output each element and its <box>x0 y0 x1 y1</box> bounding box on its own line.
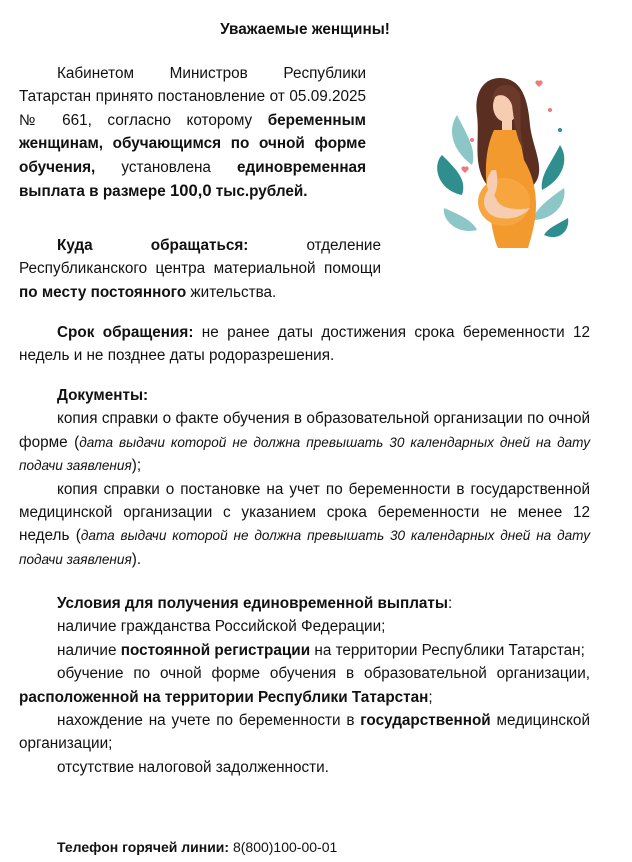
intro-text-2: установлена <box>95 158 237 176</box>
where-bold: по месту постоянного <box>19 283 187 301</box>
conditions-section: Условия для получения единовременной выплаты: наличие гражданства Российской Федерации; наличие постоянной регистрации на территории Республики Татарстан; обучение по очной форме обучения в образовательной организации, расположенной на территории Республики Татарстан; нахождение на учете по беременности в государственной медицинской организации; отсутствие налоговой задолженности. <box>19 592 590 779</box>
pregnant-woman-illustration <box>432 70 572 250</box>
documents-heading: Документы: <box>57 387 149 404</box>
where-label: Куда обращаться: <box>57 237 249 254</box>
document-item-2-note: дата выдачи которой не должна превышать 30 календарных дней на дату подачи заявления <box>19 528 590 567</box>
condition-item-4: нахождение на учете по беременности в государственной медицинской организации; <box>19 712 590 753</box>
intro-paragraph <box>19 62 366 203</box>
document-item-1: копия справки о факте обучения в образовательной организации по очной форме (дата выдачи которой не должна превышать 30 календарных дней на дату подачи заявления); <box>19 410 590 475</box>
condition-item-3: обучение по очной форме обучения в образовательной организации, расположенной на территории Республики Татарстан; <box>19 665 590 706</box>
intro-bold-payment: единовременная выплата в размере <box>19 158 366 201</box>
where-text: отделение Республиканского центра материальной помощи <box>19 237 381 278</box>
documents-section <box>19 384 590 571</box>
payment-unit: тыс.рублей. <box>211 183 308 201</box>
condition-item-5: отсутствие налоговой задолженности. <box>57 758 329 776</box>
application-term-paragraph <box>19 321 590 368</box>
hotline-number: 8(800)100-00-01 <box>229 839 338 855</box>
document-item-2: копия справки о постановке на учет по беременности в государственной медицинской организации с указанием срока беременности не менее 12 недель (дата выдачи которой не должна превышать 30 календарных дней на дату подачи заявления). <box>19 480 590 568</box>
where-to-apply-paragraph <box>19 234 381 304</box>
conditions-heading: Условия для получения единовременной выплаты <box>57 595 448 612</box>
pregnant-woman-icon <box>432 70 572 250</box>
condition-item-1: наличие гражданства Российской Федерации; <box>57 618 386 636</box>
payment-amount: 100,0 <box>170 181 212 201</box>
condition-item-2: наличие постоянной регистрации на территории Республики Татарстан; <box>57 641 585 659</box>
hotline <box>19 836 590 859</box>
term-text: не ранее даты достижения срока беременности 12 недель и не позднее даты родоразрешения. <box>19 324 590 365</box>
page-title: Уважаемые женщины! <box>220 21 390 38</box>
hotline-label: Телефон горячей линии: <box>57 839 230 855</box>
intro-text: Кабинетом Министров Республики Татарстан принято постановление от 05.09.2025 № 661, согласно которому <box>19 65 366 129</box>
where-text-end: жительства. <box>186 283 277 301</box>
term-label: Срок обращения: <box>57 324 194 341</box>
document-item-1-note: дата выдачи которой не должна превышать 30 календарных дней на дату подачи заявления <box>19 434 590 474</box>
intro-bold-recipients: беременным женщинам, обучающимся по очной форме обучения, <box>19 111 366 176</box>
